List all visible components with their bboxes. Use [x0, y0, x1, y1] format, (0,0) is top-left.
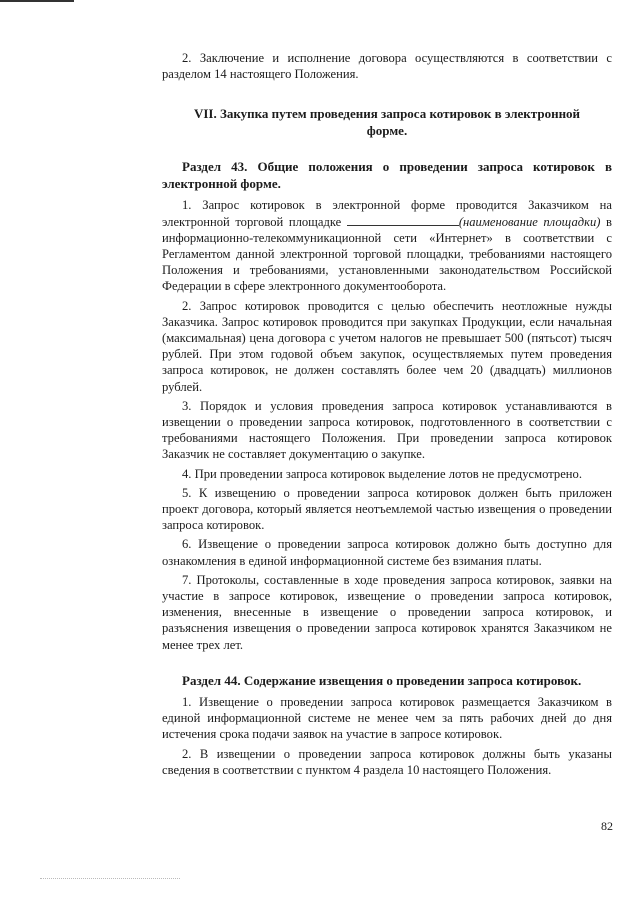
section-43-paragraph-1 — [162, 197, 612, 294]
section-44-paragraph-2: 2. В извещении о проведении запроса котировок должны быть указаны сведения в соответствии с пунктом 4 раздела 10 настоящего Положения. — [162, 746, 612, 777]
section-44-title: Раздел 44. Содержание извещения о проведении запроса котировок. — [182, 672, 582, 688]
scan-footer-mark — [40, 878, 180, 880]
document-page — [162, 50, 612, 778]
section-43-paragraph-6: 6. Извещение о проведении запроса котировок должно быть доступно для ознакомления в единой информационной системе без взимания платы. — [162, 537, 612, 568]
section-43-p1-text-end: в информационно-телекоммуникационной сети «Интернет» в соответствии с Регламентом данной электронной торговой площадки, требованиями настоящего Положения и требованиями, установленными законодательством Российской Федерации в сфере электронного документооборота. — [162, 214, 612, 294]
section-43-title: Раздел 43. Общие положения о проведении запроса котировок в электронной форме. — [162, 159, 612, 192]
section-43-paragraph-7: 7. Протоколы, составленные в ходе проведения запроса котировок, заявки на участие в запросе котировок, извещение о проведении запроса котировок, изменения, внесенные в извещение о проведении запроса котировок, и разъяснения извещения о проведении запроса котировок хранятся Заказчиком не менее трех лет. — [162, 572, 612, 652]
section-43-paragraph-5: 5. К извещению о проведении запроса котировок должен быть приложен проект договора, который является неотъемлемой частью извещения о проведении запроса котировок. — [162, 485, 612, 533]
chapter-title — [162, 105, 612, 139]
section-43-paragraph-2: 2. Запрос котировок проводится с целью обеспечить неотложные нужды Заказчика. Запрос котировок проводится при закупках Продукции, если начальная (максимальная) цена договора с учетом налогов не превышает 500 (пятьсот) тысяч рублей. При этом годовой объем закупок, осуществляемых путем проведения запроса котировок, не должен составлять более чем 20 (двадцать) миллионов рублей. — [162, 298, 612, 394]
chapter-title-line2: форме. — [366, 123, 408, 139]
section-43-paragraph-3: 3. Порядок и условия проведения запроса котировок устанавливаются в извещении о проведении запроса котировок, подготовленного в соответствии с требованиями настоящего Положения. При проведении запроса котировок Заказчик не составляет документацию о закупке. — [162, 398, 612, 462]
intro-paragraph: 2. Заключение и исполнение договора осуществляются в соответствии с разделом 14 настоящего Положения. — [162, 51, 612, 82]
section-43-paragraph-4: 4. При проведении запроса котировок выделение лотов не предусмотрено. — [182, 466, 582, 481]
section-43-p1-text-start: 1. Запрос котировок в электронной форме проводится Заказчиком на электронной торговой площадке — [162, 198, 612, 229]
scan-top-rule — [0, 0, 74, 2]
section-44-paragraph-1: 1. Извещение о проведении запроса котировок размещается Заказчиком в единой информационной системе не менее чем за пять рабочих дней до дня истечения срока подачи заявок на участие в запросе котировок. — [162, 694, 612, 742]
section-43-p1-italic: (наименование площадки) — [458, 214, 601, 229]
blank-fill-line — [347, 214, 459, 226]
chapter-title-line1: VII. Закупка путем проведения запроса котировок в электронной — [193, 106, 581, 122]
page-number: 82 — [601, 819, 613, 833]
